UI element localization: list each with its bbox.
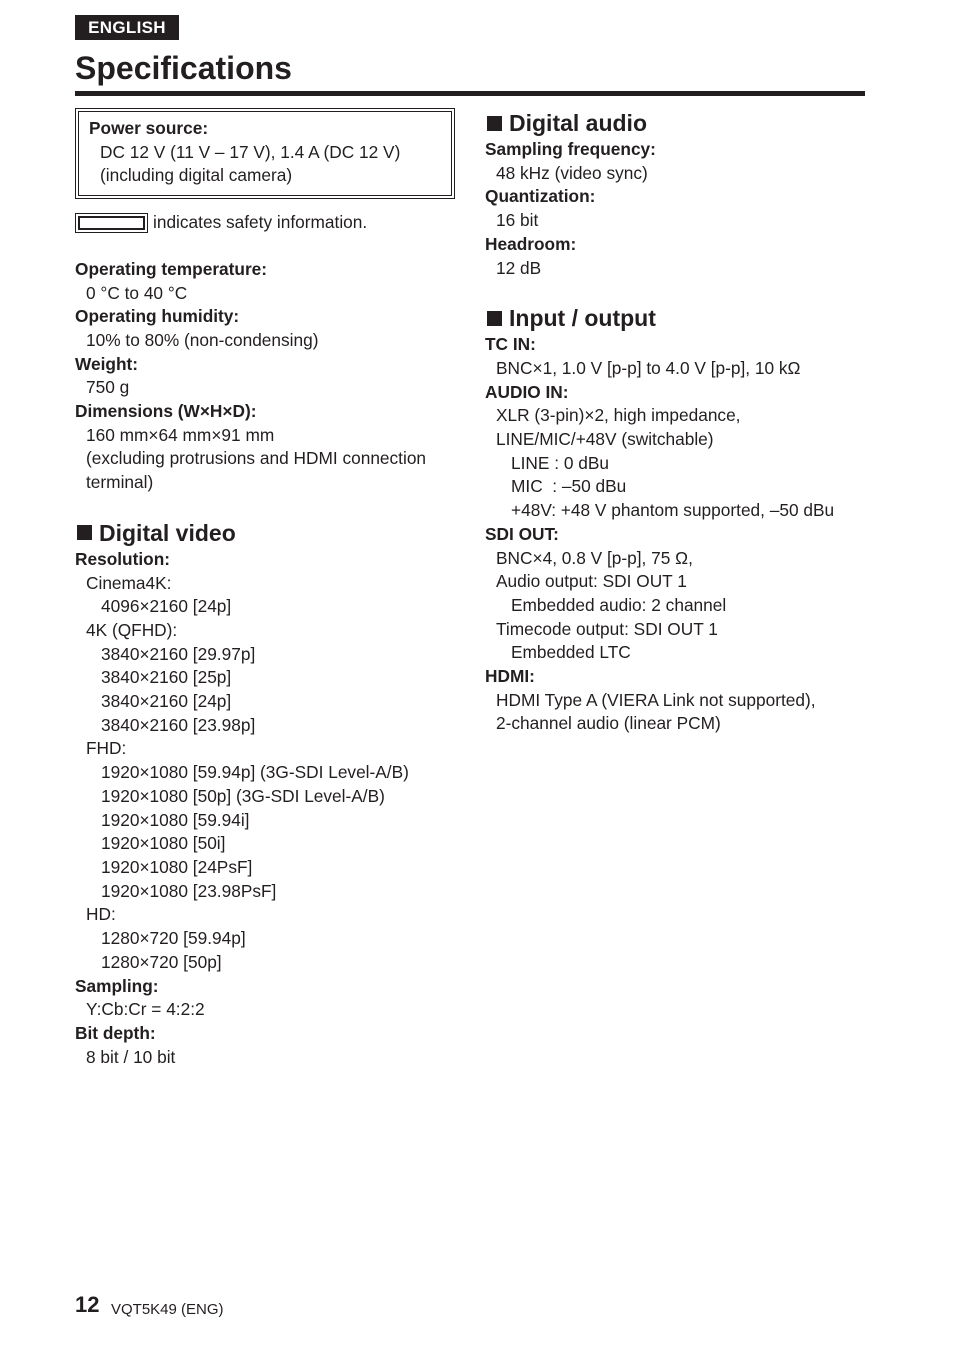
digital-video-heading-text: Digital video: [99, 519, 236, 546]
resolution-item: 1920×1080 [59.94p] (3G-SDI Level-A/B): [101, 762, 409, 783]
page-title: Specifications: [75, 50, 292, 86]
power-source-box: [75, 108, 455, 199]
resolution-group-name: 4K (QFHD):: [86, 619, 178, 640]
power-source-value: DC 12 V (11 V – 17 V), 1.4 A (DC 12 V): [100, 141, 401, 162]
resolution-item: 4096×2160 [24p]: [101, 596, 232, 617]
right-column: [485, 108, 885, 736]
weight-value: 750 g: [86, 377, 130, 398]
operating-temperature-value: 0 °C to 40 °C: [86, 282, 188, 303]
page-number: 12: [75, 1292, 100, 1317]
resolution-item: 1920×1080 [50i]: [101, 833, 226, 854]
title-divider: [75, 91, 865, 96]
audio-in-level: LINE : 0 dBu: [511, 452, 609, 473]
audio-in-level: MIC : –50 dBu: [511, 476, 627, 497]
safety-note: [75, 211, 460, 235]
operating-humidity-label: Operating humidity:: [75, 306, 240, 327]
resolution-group-name: Cinema4K:: [86, 572, 172, 593]
hdmi-value-1: HDMI Type A (VIERA Link not supported),: [496, 689, 816, 710]
sdi-out-label: SDI OUT:: [485, 523, 559, 544]
input-output-heading: [485, 303, 885, 333]
resolution-item: 1920×1080 [23.98PsF]: [101, 880, 277, 901]
tc-in-value: BNC×1, 1.0 V [p-p] to 4.0 V [p-p], 10 kΩ: [496, 357, 801, 378]
headroom-value: 12 dB: [496, 257, 542, 278]
power-source-note: (including digital camera): [100, 165, 293, 186]
operating-temperature-label: Operating temperature:: [75, 258, 268, 279]
dimensions-note-1: (excluding protrusions and HDMI connection: [86, 448, 427, 469]
sampling-frequency-label: Sampling frequency:: [485, 139, 656, 159]
resolution-item: 3840×2160 [24p]: [101, 691, 232, 712]
sdi-out-value-1: BNC×4, 0.8 V [p-p], 75 Ω,: [496, 547, 693, 568]
resolution-item: 1280×720 [59.94p]: [101, 928, 246, 949]
audio-in-level: +48V: +48 V phantom supported, –50 dBu: [511, 500, 835, 521]
square-bullet-icon: [487, 311, 502, 326]
sampling-frequency-value: 48 kHz (video sync): [496, 162, 648, 183]
bit-depth-value: 8 bit / 10 bit: [86, 1046, 176, 1067]
audio-in-value-2: LINE/MIC/+48V (switchable): [496, 429, 714, 450]
resolution-item: 3840×2160 [25p]: [101, 667, 232, 688]
resolution-item: 1920×1080 [50p] (3G-SDI Level-A/B): [101, 785, 385, 806]
square-bullet-icon: [487, 116, 502, 131]
weight-label: Weight:: [75, 353, 139, 374]
sampling-label: Sampling:: [75, 975, 159, 996]
resolution-group-name: HD:: [86, 904, 116, 925]
safety-box-symbol: [78, 216, 145, 230]
dimensions-note-2: terminal): [86, 472, 154, 493]
resolution-item: 1280×720 [50p]: [101, 951, 222, 972]
headroom-label: Headroom:: [485, 233, 577, 254]
resolution-item: 1920×1080 [59.94i]: [101, 809, 250, 830]
square-bullet-icon: [77, 525, 92, 540]
resolution-item: 3840×2160 [23.98p]: [101, 714, 256, 735]
dimensions-label: Dimensions (W×H×D):: [75, 401, 257, 422]
sampling-value: Y:Cb:Cr = 4:2:2: [86, 999, 205, 1020]
language-tag: ENGLISH: [75, 15, 179, 40]
resolution-item: 3840×2160 [29.97p]: [101, 643, 256, 664]
digital-video-heading: [75, 518, 460, 548]
power-source-label: Power source:: [89, 118, 209, 138]
safety-note-text: indicates safety information.: [153, 212, 368, 233]
hdmi-label: HDMI:: [485, 666, 535, 687]
tc-in-label: TC IN:: [485, 334, 536, 355]
left-column: [75, 108, 460, 1069]
digital-audio-heading-text: Digital audio: [509, 110, 647, 136]
input-output-heading-text: Input / output: [509, 305, 656, 332]
quantization-label: Quantization:: [485, 186, 596, 207]
document-code: VQT5K49 (ENG): [111, 1301, 224, 1318]
dimensions-value: 160 mm×64 mm×91 mm: [86, 424, 275, 445]
hdmi-value-2: 2-channel audio (linear PCM): [496, 713, 721, 734]
operating-humidity-value: 10% to 80% (non-condensing): [86, 329, 319, 350]
bit-depth-label: Bit depth:: [75, 1022, 156, 1043]
quantization-value: 16 bit: [496, 210, 539, 231]
digital-audio-heading: [485, 108, 885, 138]
sdi-out-value-2: Audio output: SDI OUT 1: [496, 571, 687, 592]
audio-in-label: AUDIO IN:: [485, 381, 569, 402]
sdi-out-value-3: Embedded audio: 2 channel: [511, 594, 727, 615]
sdi-out-value-4: Timecode output: SDI OUT 1: [496, 618, 718, 639]
sdi-out-value-5: Embedded LTC: [511, 642, 631, 663]
resolution-item: 1920×1080 [24PsF]: [101, 856, 253, 877]
resolution-group-name: FHD:: [86, 738, 127, 759]
resolution-label: Resolution:: [75, 548, 171, 569]
audio-in-value-1: XLR (3-pin)×2, high impedance,: [496, 405, 741, 426]
